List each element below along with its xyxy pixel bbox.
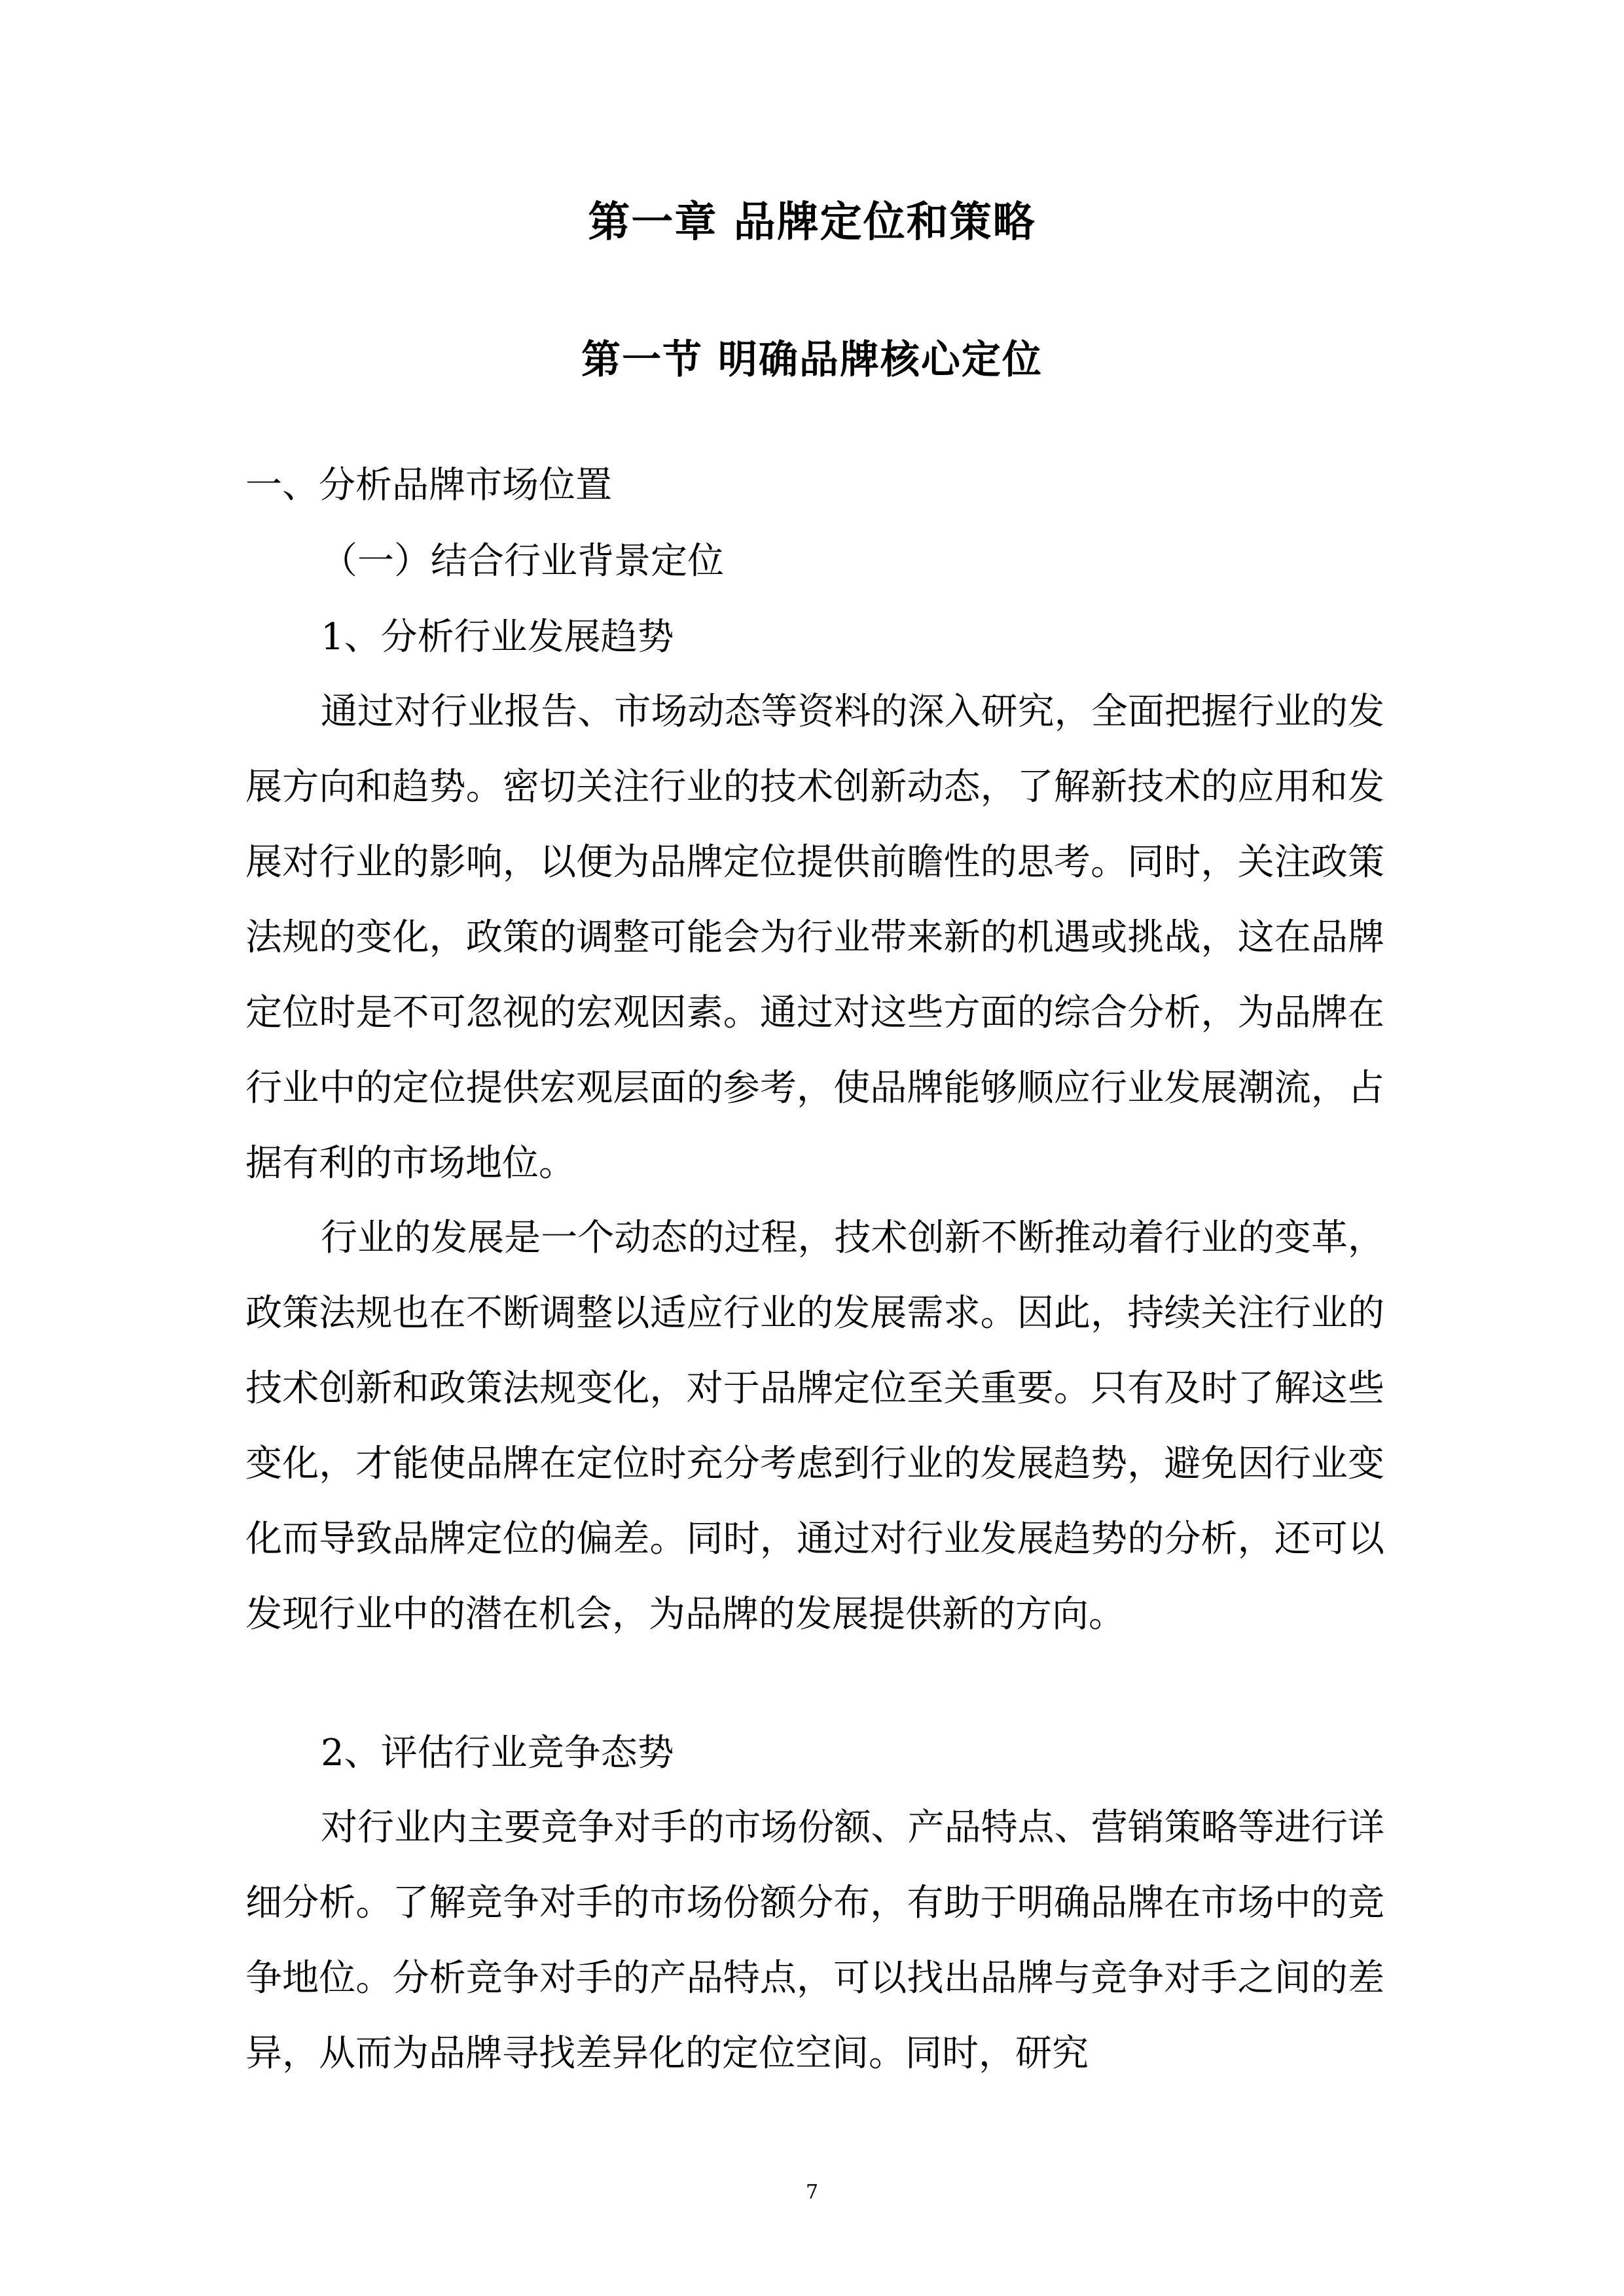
chapter-title: 第一章 品牌定位和策略 — [588, 198, 1036, 247]
section-title: 第一节 明确品牌核心定位 — [581, 337, 1043, 383]
subheading-industry-background: （一）结合行业背景定位 — [321, 540, 724, 583]
item-heading-competition: 2、评估行业竞争态势 — [321, 1732, 674, 1774]
body-paragraph-3: 对行业内主要竞争对手的市场份额、产品特点、营销策略等进行详细分析。了解竞争对手的市场份额分布，有助于明确品牌在市场中的竞争地位。分析竞争对手的产品特点，可以找出品牌与竞争对手之间的差异，从而为品牌寻找差异化的定位空间。同时，研究 — [245, 1806, 1384, 2075]
page-number: 7 — [805, 2181, 819, 2204]
body-paragraph-2: 行业的发展是一个动态的过程，技术创新不断推动着行业的变革，政策法规也在不断调整以适应行业的发展需求。因此，持续关注行业的技术创新和政策法规变化，对于品牌定位至关重要。只有及时了解这些变化，才能使品牌在定位时充分考虑到行业的发展趋势，避免因行业变化而导致品牌定位的偏差。同时，通过对行业发展趋势的分析，还可以发现行业中的潜在机会，为品牌的发展提供新的方向。 — [245, 1217, 1384, 1636]
item-heading-industry-trends: 1、分析行业发展趋势 — [321, 616, 674, 658]
body-paragraph-1: 通过对行业报告、市场动态等资料的深入研究，全面把握行业的发展方向和趋势。密切关注行业的技术创新动态，了解新技术的应用和发展对行业的影响，以便为品牌定位提供前瞻性的思考。同时，关注政策法规的变化，政策的调整可能会为行业带来新的机遇或挑战，这在品牌定位时是不可忽视的宏观因素。通过对这些方面的综合分析，为品牌在行业中的定位提供宏观层面的参考，使品牌能够顺应行业发展潮流，占据有利的市场地位。 — [245, 691, 1384, 1185]
heading-analyze-brand-market-position: 一、分析品牌市场位置 — [245, 464, 612, 507]
